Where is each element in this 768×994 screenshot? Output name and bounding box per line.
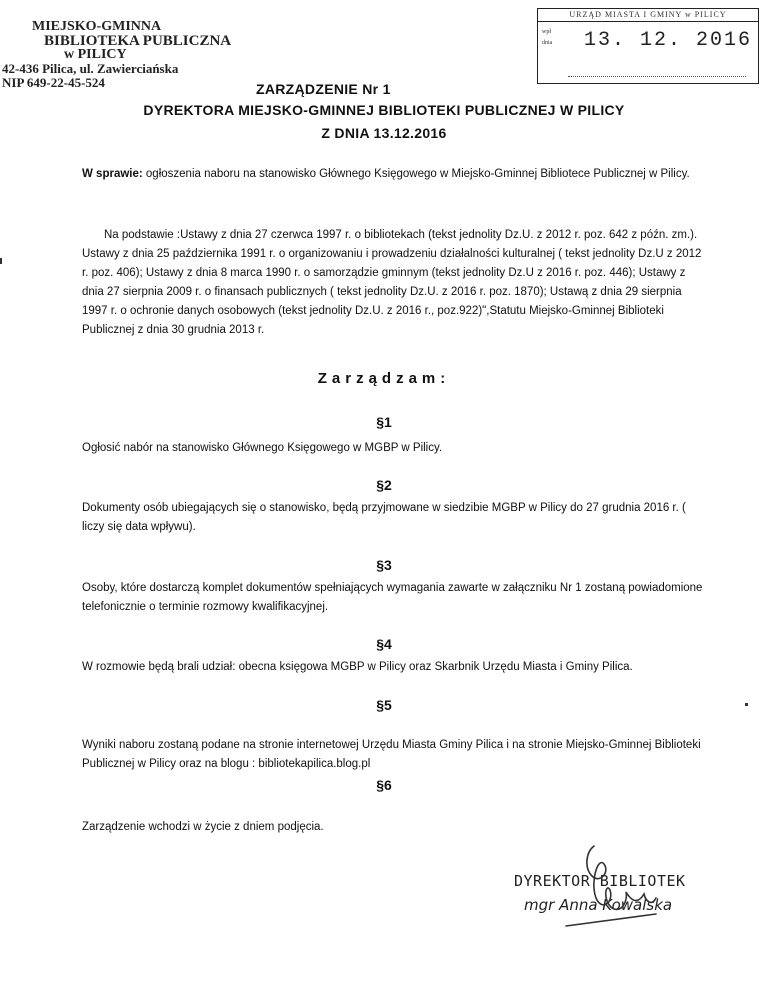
stamp-line: 42-436 Pilica, ul. Zawierciańska	[2, 62, 179, 76]
signature-title: DYREKTOR BIBLIOTEK	[514, 872, 686, 890]
section-number: §2	[376, 477, 392, 493]
institution-stamp	[2, 20, 252, 90]
scan-speck	[745, 703, 748, 706]
section-number: §6	[376, 777, 392, 793]
receipt-stamp-labels	[542, 27, 560, 49]
section-number: §3	[376, 557, 392, 573]
receipt-stamp-header: URZĄD MIASTA I GMINY w PILICY	[538, 9, 758, 22]
receipt-label: dnia	[542, 40, 553, 46]
subject-label: W sprawie:	[82, 168, 143, 180]
director-signature	[506, 842, 716, 938]
section-text: W rozmowie będą brali udział: obecna księgowa MGBP w Pilicy oraz Skarbnik Urzędu Miasta i Gminy Pilica.	[82, 661, 633, 673]
stamp-line: w PILICY	[64, 48, 127, 62]
section-text: Ogłosić nabór na stanowisko Głównego Księgowego w MGBP w Pilicy.	[82, 442, 443, 454]
stamp-line: BIBLIOTEKA PUBLICZNA	[44, 34, 232, 48]
section-text: Wyniki naboru zostaną podane na stronie internetowej Urzędu Miasta Gminy Pilica i na stronie Miejsko-Gminnej Biblioteki Publicznej w Pilicy oraz na blogu : bibliotekapilica.blog.pl	[82, 739, 701, 770]
subject-text: ogłoszenia naboru na stanowisko Głównego Księgowego w Miejsko-Gminnej Bibliotece Publicznej w Pilicy.	[142, 168, 690, 180]
decree-heading: Zarządzam:	[317, 370, 451, 387]
signature-name: mgr Anna Kowalska	[524, 896, 673, 914]
subject-paragraph	[82, 165, 704, 184]
receipt-signature-line	[568, 76, 746, 77]
section-text: Dokumenty osób ubiegających się o stanowisko, będą przyjmowane w siedzibie MGBP w Pilicy do 27 grudnia 2016 r. ( liczy się data wpływu).	[82, 502, 686, 533]
section-number: §4	[376, 636, 392, 652]
issue-date: Z DNIA 13.12.2016	[321, 125, 447, 141]
scan-speck	[0, 258, 2, 264]
section-text: Zarządzenie wchodzi w życie z dniem podjęcia.	[82, 821, 324, 833]
receipt-label: wpł	[542, 29, 551, 35]
section-number: §1	[376, 414, 392, 430]
stamp-line: NIP 649-22-45-524	[2, 76, 105, 90]
receipt-date: 13. 12. 2016	[584, 29, 753, 52]
decree-number: ZARZĄDZENIE Nr 1	[256, 81, 391, 97]
issuer-line: DYREKTORA MIEJSKO-GMINNEJ BIBLIOTEKI PUBLICZNEJ W PILICY	[143, 102, 625, 118]
section-number: §5	[376, 697, 392, 713]
legal-basis-paragraph: Na podstawie :Ustawy z dnia 27 czerwca 1997 r. o bibliotekach (tekst jednolity Dz.U. z 2012 r. poz. 642 z późn. zm.). Ustawy z dnia 25 października 1991 r. o organizowaniu i prowadzeniu działalności kulturalnej ( tekst jednolity Dz.U z 2012 r. poz. 406); Ustawy z dnia 8 marca 1990 r. o samorządzie gminnym (tekst jednolity Dz.U z 2016 r. poz. 446); Ustawy z dnia 27 sierpnia 2009 r. o finansach publicznych ( tekst jednolity Dz.U. z 2016 r. poz. 1870); Ustawą z dnia 29 sierpnia 1997 r. o ochronie danych osobowych (tekst jednolity Dz.U. z 2016 r., poz.922)",Statutu Miejsko-Gminnej Biblioteki Publicznej z dnia 30 grudnia 2013 r.	[82, 229, 702, 336]
stamp-line: MIEJSKO-GMINNA	[32, 20, 162, 34]
receipt-stamp	[537, 8, 759, 84]
section-text: Osoby, które dostarczą komplet dokumentów spełniających wymagania zawarte w załączniku Nr 1 zostaną powiadomione telefonicznie o terminie rozmowy kwalifikacyjnej.	[82, 582, 703, 613]
handwritten-signature-icon	[506, 842, 716, 938]
